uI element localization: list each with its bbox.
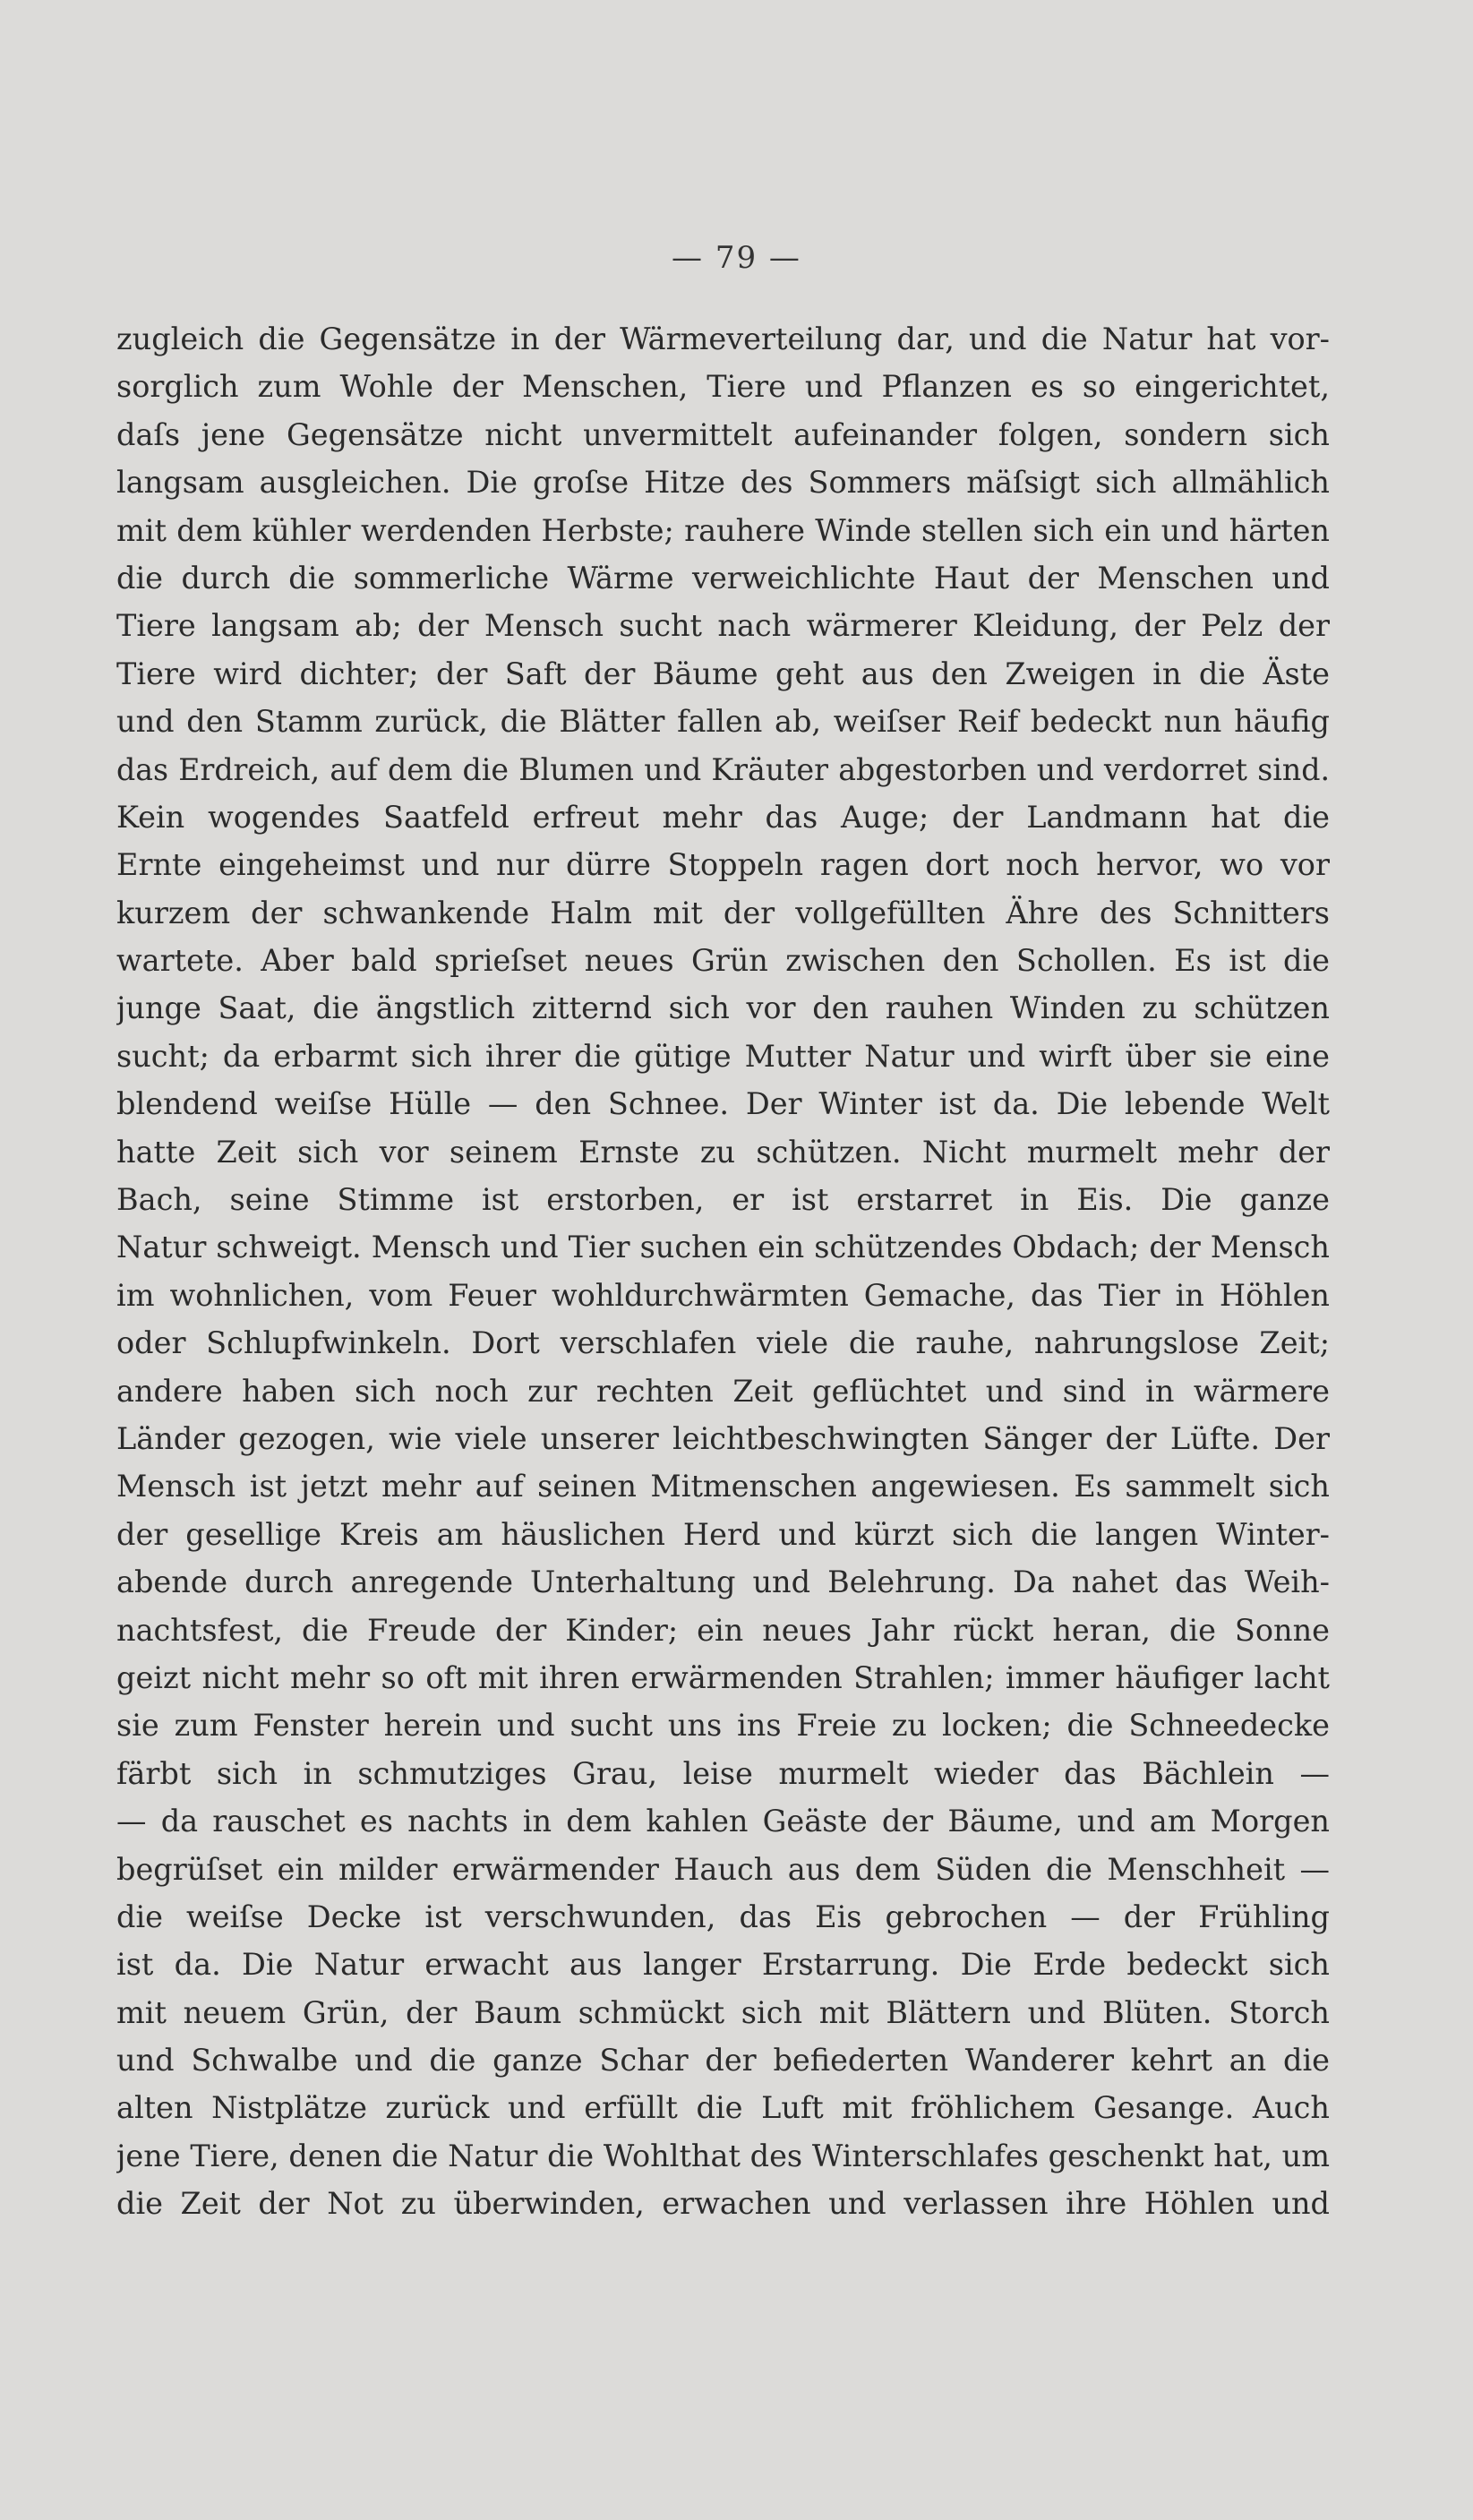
text-line: ist da. Die Natur erwacht aus langer Erstarrung. Die Erde bedeckt sich: [116, 1947, 1330, 1983]
text-line: sie zum Fenster herein und sucht uns ins Freie zu locken; die Schneedecke: [116, 1708, 1330, 1744]
text-line: Tiere wird dichter; der Saft der Bäume geht aus den Zweigen in die Äste: [116, 656, 1330, 691]
text-line: — da rauschet es nachts in dem kahlen Geäste der Bäume, und am Morgen: [116, 1804, 1330, 1839]
text-line: und Schwalbe und die ganze Schar der befiederten Wanderer kehrt an die: [116, 2043, 1330, 2079]
text-line: die durch die sommerliche Wärme verweichlichte Haut der Menschen und: [116, 560, 1330, 596]
text-line: mit dem kühler werdenden Herbste; rauhere Winde stellen sich ein und härten: [116, 512, 1330, 548]
text-line: sucht; da erbarmt sich ihrer die gütige Mutter Natur und wirft über sie eine: [116, 1038, 1330, 1074]
text-line: langsam ausgleichen. Die groſse Hitze des Sommers mäſsigt sich allmählich: [116, 465, 1330, 501]
text-line: begrüſset ein milder erwärmender Hauch aus dem Süden die Menschheit —: [116, 1851, 1330, 1887]
text-line: zugleich die Gegensätze in der Wärmeverteilung dar, und die Natur hat vor-: [116, 321, 1330, 356]
text-line: die Zeit der Not zu überwinden, erwachen und verlassen ihre Höhlen und: [116, 2186, 1330, 2222]
text-line: das Erdreich, auf dem die Blumen und Kräuter abgestorben und verdorret sind.: [116, 751, 1330, 787]
text-line: färbt sich in schmutziges Grau, leise murmelt wieder das Bächlein —: [116, 1755, 1330, 1791]
text-line: blendend weiſse Hülle — den Schnee. Der Winter ist da. Die lebende Welt: [116, 1086, 1330, 1122]
text-line: Kein wogendes Saatfeld erfreut mehr das Auge; der Landmann hat die: [116, 799, 1330, 835]
body-text: [116, 315, 1330, 2228]
text-line: die weiſse Decke ist verschwunden, das Eis gebrochen — der Frühling: [116, 1899, 1330, 1934]
text-line: jene Tiere, denen die Natur die Wohlthat des Winterschlafes geschenkt hat, um: [116, 2138, 1330, 2173]
text-line: Bach, seine Stimme ist erstorben, er ist erstarret in Eis. Die ganze: [116, 1182, 1330, 1218]
text-line: Tiere langsam ab; der Mensch sucht nach wärmerer Kleidung, der Pelz der: [116, 608, 1330, 644]
page-number: — 79 —: [672, 240, 801, 276]
text-line: mit neuem Grün, der Baum schmückt sich mit Blättern und Blüten. Storch: [116, 1994, 1330, 2030]
text-line: Mensch ist jetzt mehr auf seinen Mitmenschen angewiesen. Es sammelt sich: [116, 1469, 1330, 1504]
text-line: andere haben sich noch zur rechten Zeit geflüchtet und sind in wärmere: [116, 1373, 1330, 1409]
text-line: daſs jene Gegensätze nicht unvermittelt aufeinander folgen, sondern sich: [116, 416, 1330, 452]
text-line: abende durch anregende Unterhaltung und Belehrung. Da nahet das Weih-: [116, 1564, 1330, 1600]
text-line: Länder gezogen, wie viele unserer leichtbeschwingten Sänger der Lüfte. Der: [116, 1420, 1330, 1456]
text-line: geizt nicht mehr so oft mit ihren erwärmenden Strahlen; immer häufiger lacht: [116, 1659, 1330, 1695]
text-line: kurzem der schwankende Halm mit der vollgefüllten Ähre des Schnitters: [116, 895, 1330, 930]
text-line: und den Stamm zurück, die Blätter fallen ab, weiſser Reif bedeckt nun häufig: [116, 704, 1330, 740]
text-line: wartete. Aber bald sprieſset neues Grün zwischen den Schollen. Es ist die: [116, 943, 1330, 979]
text-line: Ernte eingeheimst und nur dürre Stoppeln ragen dort noch hervor, wo vor: [116, 847, 1330, 883]
text-line: alten Nistplätze zurück und erfüllt die Luft mit fröhlichem Gesange. Auch: [116, 2090, 1330, 2126]
text-line: hatte Zeit sich vor seinem Ernste zu schützen. Nicht murmelt mehr der: [116, 1134, 1330, 1170]
text-line: der gesellige Kreis am häuslichen Herd und kürzt sich die langen Winter-: [116, 1516, 1330, 1552]
text-line: Natur schweigt. Mensch und Tier suchen ein schützendes Obdach; der Mensch: [116, 1230, 1330, 1265]
text-line: nachtsfest, die Freude der Kinder; ein neues Jahr rückt heran, die Sonne: [116, 1612, 1330, 1648]
text-line: junge Saat, die ängstlich zitternd sich vor den rauhen Winden zu schützen: [116, 990, 1330, 1026]
text-line: im wohnlichen, vom Feuer wohldurchwärmten Gemache, das Tier in Höhlen: [116, 1277, 1330, 1313]
text-line: sorglich zum Wohle der Menschen, Tiere und Pflanzen es so eingerichtet,: [116, 369, 1330, 405]
text-line: oder Schlupfwinkeln. Dort verschlafen viele die rauhe, nahrungslose Zeit;: [116, 1325, 1330, 1361]
